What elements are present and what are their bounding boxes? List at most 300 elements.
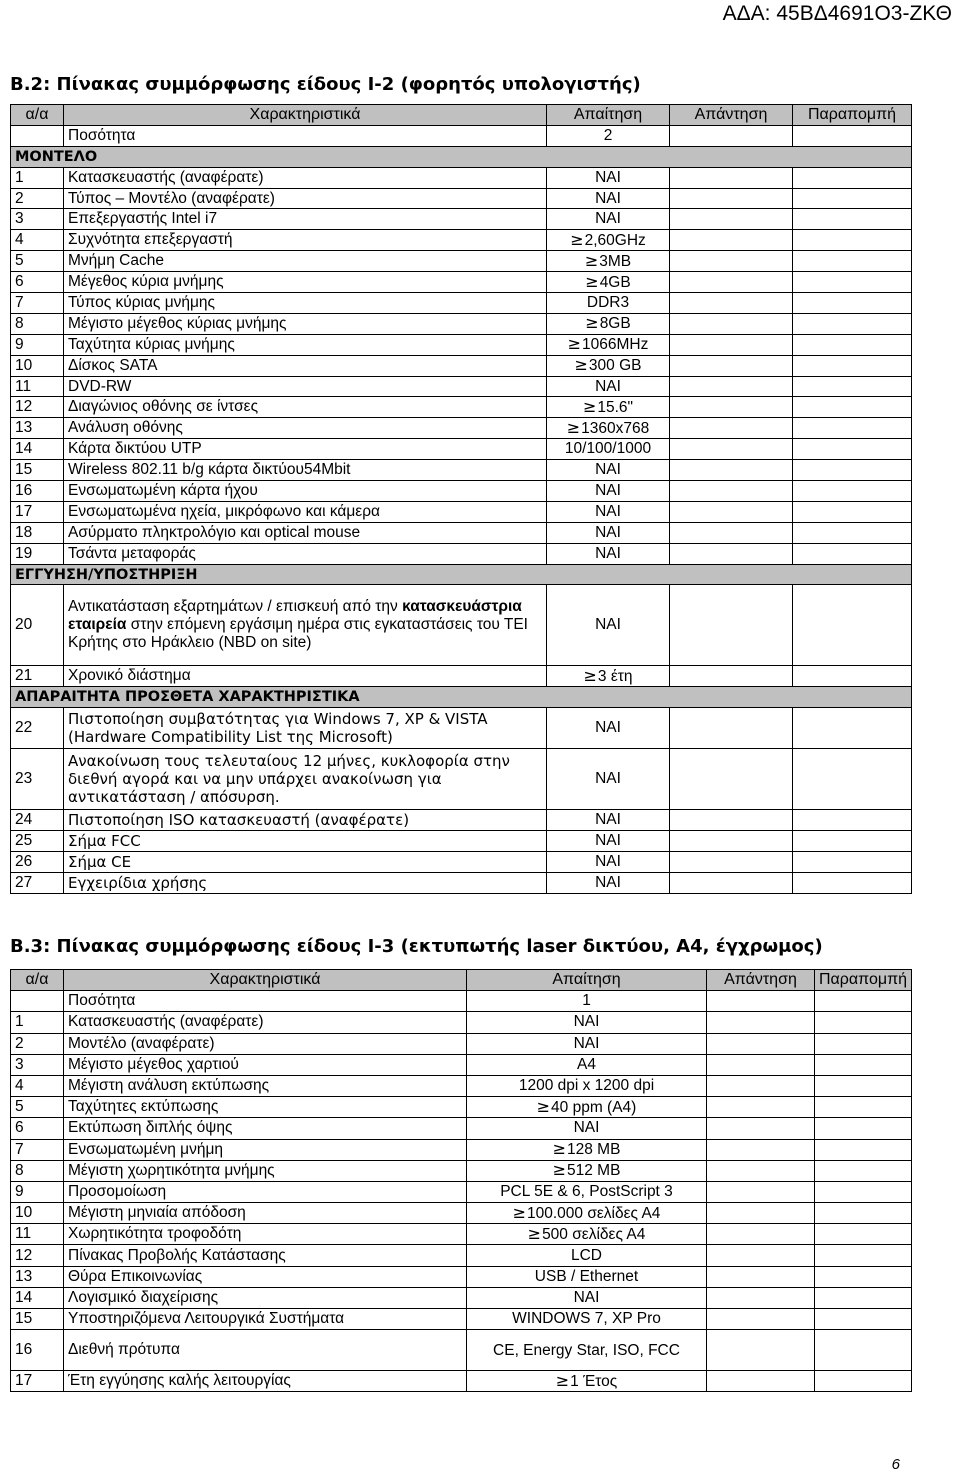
table-row bbox=[11, 460, 912, 481]
row-reference bbox=[793, 230, 912, 251]
row-requirement: 1 bbox=[467, 991, 707, 1012]
table-row bbox=[11, 1054, 912, 1075]
row-feature: Τύπος – Μοντέλο (αναφέρατε) bbox=[64, 188, 547, 209]
row-answer bbox=[670, 293, 793, 314]
row-answer bbox=[670, 334, 793, 355]
row-number: 6 bbox=[11, 1118, 64, 1139]
row-requirement bbox=[547, 376, 670, 397]
requirement-value: 3MB bbox=[599, 252, 632, 270]
row-feature: Χωρητικότητα τροφοδότη bbox=[64, 1224, 467, 1245]
row-reference bbox=[793, 334, 912, 355]
requirement-value: WINDOWS 7, XP Pro bbox=[512, 1310, 661, 1328]
row-reference bbox=[793, 522, 912, 543]
row-reference bbox=[793, 666, 912, 687]
table2-title: Β.3: Πίνακας συμμόρφωσης είδους Ι-3 (εκτυπωτής laser δικτύου, Α4, έγχρωμος) bbox=[10, 936, 823, 957]
row-number: 13 bbox=[11, 418, 64, 439]
row-reference bbox=[815, 991, 912, 1012]
row-answer bbox=[670, 439, 793, 460]
row-answer bbox=[670, 188, 793, 209]
table-row bbox=[11, 1118, 912, 1139]
row-feature: Κατασκευαστής (αναφέρατε) bbox=[64, 1012, 467, 1033]
table-row bbox=[11, 543, 912, 564]
row-feature: Συχνότητα επεξεργαστή bbox=[64, 230, 547, 251]
requirement-value: 1066MHz bbox=[582, 336, 649, 354]
row-reference bbox=[793, 501, 912, 522]
section-title: ΕΓΓΥΗΣΗ/ΥΠΟΣΤΗΡΙΞΗ bbox=[11, 564, 912, 585]
header-cell-answer: Απάντηση bbox=[707, 970, 815, 991]
row-feature: Wireless 802.11 b/g κάρτα δικτύου54Mbit bbox=[64, 460, 547, 481]
table-row bbox=[11, 481, 912, 502]
requirement-value: 100.000 σελίδες Α4 bbox=[526, 1204, 661, 1222]
row-feature: Σήμα FCC bbox=[64, 831, 547, 852]
row-answer bbox=[670, 167, 793, 188]
row-requirement bbox=[547, 439, 670, 460]
header-cell-answer: Απάντηση bbox=[670, 105, 793, 126]
requirement-value: ΝΑΙ bbox=[573, 1034, 600, 1052]
row-reference bbox=[815, 1097, 912, 1118]
row-answer bbox=[707, 1371, 815, 1392]
requirement-value: 15.6" bbox=[597, 398, 634, 416]
row-requirement: ΝΑΙ bbox=[547, 831, 670, 852]
table-row bbox=[11, 1139, 912, 1160]
row-reference bbox=[793, 481, 912, 502]
row-feature: Ενσωματωμένα ηχεία, μικρόφωνο και κάμερα bbox=[64, 501, 547, 522]
requirement-value: 3 έτη bbox=[597, 667, 633, 685]
row-number: 14 bbox=[11, 1287, 64, 1308]
row-reference bbox=[793, 125, 912, 146]
table1-title: Β.2: Πίνακας συμμόρφωσης είδους Ι-2 (φορητός υπολογιστής) bbox=[10, 74, 641, 95]
row-number: 6 bbox=[11, 272, 64, 293]
row-answer bbox=[670, 501, 793, 522]
header-cell-feature: Χαρακτηριστικά bbox=[64, 970, 467, 991]
row-number: 5 bbox=[11, 1097, 64, 1118]
row-requirement bbox=[467, 1160, 707, 1181]
row-answer bbox=[707, 1224, 815, 1245]
row-feature: Εκτύπωση διπλής όψης bbox=[64, 1118, 467, 1139]
row-feature: Προσομοίωση bbox=[64, 1181, 467, 1202]
row-requirement bbox=[547, 666, 670, 687]
row-requirement bbox=[547, 460, 670, 481]
requirement-value: 8GB bbox=[599, 315, 631, 333]
row-feature: Μέγεθος κύρια μνήμης bbox=[64, 272, 547, 293]
row-answer bbox=[707, 1075, 815, 1096]
row-number: 22 bbox=[11, 708, 64, 749]
row-feature: Θύρα Επικοινωνίας bbox=[64, 1266, 467, 1287]
row-feature: Διαγώνιος οθόνης σε ίντσες bbox=[64, 397, 547, 418]
row-requirement bbox=[467, 1033, 707, 1054]
greater-equal-icon: ≥ bbox=[555, 1370, 570, 1390]
row-requirement bbox=[547, 251, 670, 272]
row-feature: Τύπος κύριας μνήμης bbox=[64, 293, 547, 314]
greater-equal-icon: ≥ bbox=[582, 396, 597, 416]
row-reference bbox=[793, 543, 912, 564]
row-number: 24 bbox=[11, 810, 64, 831]
table-row bbox=[11, 188, 912, 209]
row-reference bbox=[815, 1139, 912, 1160]
row-number: 11 bbox=[11, 376, 64, 397]
row-requirement bbox=[467, 1330, 707, 1371]
row-reference bbox=[793, 251, 912, 272]
row-answer bbox=[670, 708, 793, 749]
header-cell-reference: Παραπομπή bbox=[815, 970, 912, 991]
row-number: 17 bbox=[11, 1371, 64, 1392]
row-number: 21 bbox=[11, 666, 64, 687]
row-number: 15 bbox=[11, 460, 64, 481]
row-requirement: ΝΑΙ bbox=[547, 810, 670, 831]
requirement-value: 128 MB bbox=[566, 1141, 621, 1159]
row-requirement: ΝΑΙ bbox=[547, 852, 670, 873]
row-feature: DVD-RW bbox=[64, 376, 547, 397]
row-number: 18 bbox=[11, 522, 64, 543]
table1-spec-rows bbox=[11, 167, 912, 564]
row-number: 25 bbox=[11, 831, 64, 852]
row-reference bbox=[793, 872, 912, 893]
row-requirement bbox=[467, 1245, 707, 1266]
greater-equal-icon: ≥ bbox=[536, 1096, 551, 1116]
row-feature: Μέγιστο μέγεθος κύριας μνήμης bbox=[64, 313, 547, 334]
table-row bbox=[11, 1330, 912, 1371]
row-reference bbox=[815, 1371, 912, 1392]
table-row bbox=[11, 1287, 912, 1308]
row-feature: Μέγιστη μηνιαία απόδοση bbox=[64, 1203, 467, 1224]
row-answer bbox=[670, 251, 793, 272]
row-requirement bbox=[467, 1266, 707, 1287]
row-reference bbox=[815, 1287, 912, 1308]
row-reference bbox=[815, 1054, 912, 1075]
table-row-21 bbox=[11, 666, 912, 687]
row-feature: Διεθνή πρότυπα bbox=[64, 1330, 467, 1371]
row-feature bbox=[64, 585, 547, 666]
row-number: 1 bbox=[11, 167, 64, 188]
table-row-27 bbox=[11, 872, 912, 893]
row-number: 4 bbox=[11, 1075, 64, 1096]
table-header-row bbox=[11, 105, 912, 126]
row-number: 8 bbox=[11, 313, 64, 334]
row-reference bbox=[815, 1012, 912, 1033]
requirement-value: ΝΑΙ bbox=[573, 1013, 600, 1031]
row-reference bbox=[793, 418, 912, 439]
row-reference bbox=[815, 1309, 912, 1330]
row-answer bbox=[670, 397, 793, 418]
row-requirement bbox=[467, 1203, 707, 1224]
table-row-25 bbox=[11, 831, 912, 852]
row-reference bbox=[793, 708, 912, 749]
row-requirement bbox=[547, 293, 670, 314]
row-reference bbox=[793, 810, 912, 831]
row-number: 13 bbox=[11, 1266, 64, 1287]
row-answer bbox=[707, 1012, 815, 1033]
row-answer bbox=[707, 1203, 815, 1224]
row-requirement: ΝΑΙ bbox=[547, 749, 670, 810]
table-row bbox=[11, 1160, 912, 1181]
table-row bbox=[11, 501, 912, 522]
row-requirement bbox=[547, 167, 670, 188]
row-answer bbox=[670, 355, 793, 376]
table-header-row bbox=[11, 970, 912, 991]
row-answer bbox=[670, 272, 793, 293]
greater-equal-icon: ≥ bbox=[567, 334, 582, 354]
row-requirement bbox=[467, 1371, 707, 1392]
table-row bbox=[11, 313, 912, 334]
greater-equal-icon: ≥ bbox=[566, 417, 581, 437]
table-row bbox=[11, 418, 912, 439]
row-answer bbox=[670, 418, 793, 439]
row-answer bbox=[670, 749, 793, 810]
row-feature: Επεξεργαστής Intel i7 bbox=[64, 209, 547, 230]
row-feature: Μοντέλο (αναφέρατε) bbox=[64, 1033, 467, 1054]
row-requirement bbox=[467, 1139, 707, 1160]
row-feature: Ποσότητα bbox=[64, 991, 467, 1012]
row-number: 5 bbox=[11, 251, 64, 272]
row-answer bbox=[670, 543, 793, 564]
row-answer bbox=[670, 230, 793, 251]
table-row bbox=[11, 251, 912, 272]
row-answer bbox=[670, 522, 793, 543]
row-number bbox=[11, 125, 64, 146]
row-number: 15 bbox=[11, 1309, 64, 1330]
row-number: 19 bbox=[11, 543, 64, 564]
row-answer bbox=[670, 376, 793, 397]
row-requirement bbox=[547, 522, 670, 543]
row-reference bbox=[793, 749, 912, 810]
row-answer bbox=[670, 481, 793, 502]
row-feature: Ανακοίνωση τους τελευταίους 12 μήνες, κυκλοφορία στην διεθνή αγορά και να μην υπάρχει ανακοίνωση για αντικατάσταση / απόσυρση. bbox=[64, 749, 547, 810]
requirement-value: ΝΑΙ bbox=[573, 1119, 600, 1137]
requirement-value: 4GB bbox=[599, 273, 631, 291]
requirement-value: 500 σελίδες Α4 bbox=[542, 1225, 646, 1243]
row-feature: Ενσωματωμένη κάρτα ήχου bbox=[64, 481, 547, 502]
row-reference bbox=[793, 460, 912, 481]
row-feature: Πίνακας Προβολής Κατάστασης bbox=[64, 1245, 467, 1266]
row-requirement bbox=[547, 334, 670, 355]
table-row bbox=[11, 1012, 912, 1033]
table-row-20 bbox=[11, 585, 912, 666]
requirement-value: ΝΑΙ bbox=[595, 502, 621, 520]
row-answer bbox=[707, 1245, 815, 1266]
row-feature: Ποσότητα bbox=[64, 125, 547, 146]
row-requirement bbox=[467, 1224, 707, 1245]
row-number: 4 bbox=[11, 230, 64, 251]
row-number: 14 bbox=[11, 439, 64, 460]
row-answer bbox=[707, 1160, 815, 1181]
row-answer bbox=[707, 1266, 815, 1287]
table-row bbox=[11, 1181, 912, 1202]
row-reference bbox=[815, 1330, 912, 1371]
row-answer bbox=[670, 666, 793, 687]
row-requirement bbox=[547, 188, 670, 209]
greater-equal-icon: ≥ bbox=[512, 1202, 526, 1222]
header-cell-num: α/α bbox=[11, 970, 64, 991]
row-feature: Σήμα CE bbox=[64, 852, 547, 873]
requirement-value: Α4 bbox=[577, 1055, 596, 1073]
row-requirement bbox=[547, 418, 670, 439]
requirement-value: ΝΑΙ bbox=[595, 189, 621, 207]
row-reference bbox=[815, 1160, 912, 1181]
row-reference bbox=[793, 188, 912, 209]
row-reference bbox=[815, 1118, 912, 1139]
table-row bbox=[11, 1224, 912, 1245]
row-requirement bbox=[547, 313, 670, 334]
requirement-value: ΝΑΙ bbox=[573, 1288, 600, 1306]
row-number: 10 bbox=[11, 355, 64, 376]
row-answer bbox=[670, 831, 793, 852]
table-row bbox=[11, 439, 912, 460]
row-feature: Πιστοποίηση συμβατότητας για Windows 7, XP & VISTA (Hardware Compatibility List της Microsoft) bbox=[64, 708, 547, 749]
requirement-value: 1360x768 bbox=[581, 419, 650, 437]
row-reference bbox=[793, 397, 912, 418]
greater-equal-icon: ≥ bbox=[585, 313, 599, 333]
row-feature: Ταχύτητες εκτύπωσης bbox=[64, 1097, 467, 1118]
ada-code: ΑΔΑ: 45ΒΔ4691Ο3-ΖΚΘ bbox=[722, 2, 952, 25]
row-requirement bbox=[547, 209, 670, 230]
row-requirement bbox=[547, 230, 670, 251]
greater-equal-icon: ≥ bbox=[527, 1223, 542, 1243]
header-cell-requirement: Απαίτηση bbox=[547, 105, 670, 126]
quantity-row bbox=[11, 125, 912, 146]
row-reference bbox=[793, 167, 912, 188]
row-feature: Λογισμικό διαχείρισης bbox=[64, 1287, 467, 1308]
row-number: 1 bbox=[11, 1012, 64, 1033]
requirement-value: ΝΑΙ bbox=[595, 168, 621, 186]
row-number: 3 bbox=[11, 1054, 64, 1075]
row-number: 7 bbox=[11, 293, 64, 314]
requirement-value: PCL 5E & 6, PostScript 3 bbox=[500, 1182, 673, 1200]
requirement-value: 2,60GHz bbox=[584, 231, 646, 249]
row-requirement bbox=[467, 1309, 707, 1330]
row-answer bbox=[670, 125, 793, 146]
greater-equal-icon: ≥ bbox=[574, 355, 588, 375]
greater-equal-icon: ≥ bbox=[585, 271, 599, 291]
table-row bbox=[11, 334, 912, 355]
table-row bbox=[11, 209, 912, 230]
table-row bbox=[11, 1266, 912, 1287]
row-feature: Μέγιστη ανάλυση εκτύπωσης bbox=[64, 1075, 467, 1096]
requirement-value: ΝΑΙ bbox=[595, 544, 621, 562]
requirement-value: 10/100/1000 bbox=[564, 440, 652, 458]
greater-equal-icon: ≥ bbox=[583, 665, 597, 685]
row-feature: Ενσωματωμένη μνήμη bbox=[64, 1139, 467, 1160]
row-reference bbox=[815, 1181, 912, 1202]
row-feature: Δίσκος SATA bbox=[64, 355, 547, 376]
row-number: 8 bbox=[11, 1160, 64, 1181]
row-reference bbox=[793, 439, 912, 460]
row-feature: Ταχύτητα κύριας μνήμης bbox=[64, 334, 547, 355]
greater-equal-icon: ≥ bbox=[584, 250, 599, 270]
row-number: 12 bbox=[11, 1245, 64, 1266]
row-reference bbox=[793, 585, 912, 666]
requirement-value: DDR3 bbox=[586, 293, 630, 311]
section-row-extra bbox=[11, 687, 912, 708]
row-reference bbox=[793, 852, 912, 873]
row-answer bbox=[707, 1139, 815, 1160]
row-number: 3 bbox=[11, 209, 64, 230]
row-requirement bbox=[547, 272, 670, 293]
row-number: 12 bbox=[11, 397, 64, 418]
row-feature: Έτη εγγύησης καλής λειτουργίας bbox=[64, 1371, 467, 1392]
row-number: 11 bbox=[11, 1224, 64, 1245]
section-title: ΜΟΝΤΕΛΟ bbox=[11, 146, 912, 167]
row-number: 23 bbox=[11, 749, 64, 810]
row-answer bbox=[670, 810, 793, 831]
row-reference bbox=[815, 1033, 912, 1054]
greater-equal-icon: ≥ bbox=[552, 1160, 566, 1180]
row-answer bbox=[707, 1097, 815, 1118]
row-number bbox=[11, 991, 64, 1012]
requirement-value: ΝΑΙ bbox=[595, 377, 621, 395]
row-feature: Εγχειρίδια χρήσης bbox=[64, 872, 547, 893]
row-feature: Μέγιστη χωρητικότητα μνήμης bbox=[64, 1160, 467, 1181]
row-requirement: ΝΑΙ bbox=[547, 585, 670, 666]
table-row bbox=[11, 1075, 912, 1096]
row-number: 7 bbox=[11, 1139, 64, 1160]
row-feature: Ασύρματο πληκτρολόγιο και optical mouse bbox=[64, 522, 547, 543]
row-feature: Μέγιστο μέγεθος χαρτιού bbox=[64, 1054, 467, 1075]
row-answer bbox=[707, 1309, 815, 1330]
row-reference bbox=[793, 355, 912, 376]
row-reference bbox=[815, 1266, 912, 1287]
row-feature: Κάρτα δικτύου UTP bbox=[64, 439, 547, 460]
table-row bbox=[11, 397, 912, 418]
requirement-value: 512 MB bbox=[566, 1162, 621, 1180]
row20-text-bold: κατασκευάστρια εταιρεία bbox=[68, 598, 522, 634]
header-cell-reference: Παραπομπή bbox=[793, 105, 912, 126]
row-reference bbox=[815, 1203, 912, 1224]
row-requirement: 2 bbox=[547, 125, 670, 146]
section-row-model bbox=[11, 146, 912, 167]
row-number: 2 bbox=[11, 188, 64, 209]
table-row-26 bbox=[11, 852, 912, 873]
table-row bbox=[11, 1203, 912, 1224]
row-reference bbox=[793, 313, 912, 334]
greater-equal-icon: ≥ bbox=[552, 1139, 566, 1159]
row-reference bbox=[815, 1245, 912, 1266]
row-requirement: ΝΑΙ bbox=[547, 872, 670, 893]
table-row bbox=[11, 167, 912, 188]
row-requirement bbox=[467, 1118, 707, 1139]
table2-spec-rows bbox=[11, 1012, 912, 1392]
row-feature: Πιστοποίηση ISO κατασκευαστή (αναφέρατε) bbox=[64, 810, 547, 831]
row-feature: Υποστηριζόμενα Λειτουργικά Συστήματα bbox=[64, 1309, 467, 1330]
row-answer bbox=[670, 585, 793, 666]
requirement-value: ΝΑΙ bbox=[595, 461, 621, 479]
row-answer bbox=[707, 1287, 815, 1308]
row-number: 16 bbox=[11, 1330, 64, 1371]
table-row bbox=[11, 1371, 912, 1392]
row-answer bbox=[707, 1054, 815, 1075]
row-reference bbox=[815, 1224, 912, 1245]
requirement-value: ΝΑΙ bbox=[595, 481, 621, 499]
row-number: 2 bbox=[11, 1033, 64, 1054]
table-row bbox=[11, 522, 912, 543]
row-number: 9 bbox=[11, 334, 64, 355]
row-answer bbox=[670, 209, 793, 230]
header-cell-num: α/α bbox=[11, 105, 64, 126]
quantity-row bbox=[11, 991, 912, 1012]
table-row bbox=[11, 355, 912, 376]
row-requirement bbox=[547, 397, 670, 418]
requirement-value: CE, Energy Star, ISO, FCC bbox=[493, 1341, 680, 1359]
table-row bbox=[11, 1033, 912, 1054]
row20-text-part1: Αντικατάσταση εξαρτημάτων / επισκευή από την bbox=[68, 598, 398, 616]
row-number: 17 bbox=[11, 501, 64, 522]
row-answer bbox=[707, 1181, 815, 1202]
row-answer bbox=[707, 991, 815, 1012]
row-requirement bbox=[467, 1075, 707, 1096]
row-requirement bbox=[547, 501, 670, 522]
section-title: ΑΠΑΡΑΙΤΗΤΑ ΠΡΟΣΘΕΤΑ ΧΑΡΑΚΤΗΡΙΣΤΙΚΑ bbox=[11, 687, 912, 708]
row-requirement bbox=[467, 1181, 707, 1202]
row-feature: Τσάντα μεταφοράς bbox=[64, 543, 547, 564]
